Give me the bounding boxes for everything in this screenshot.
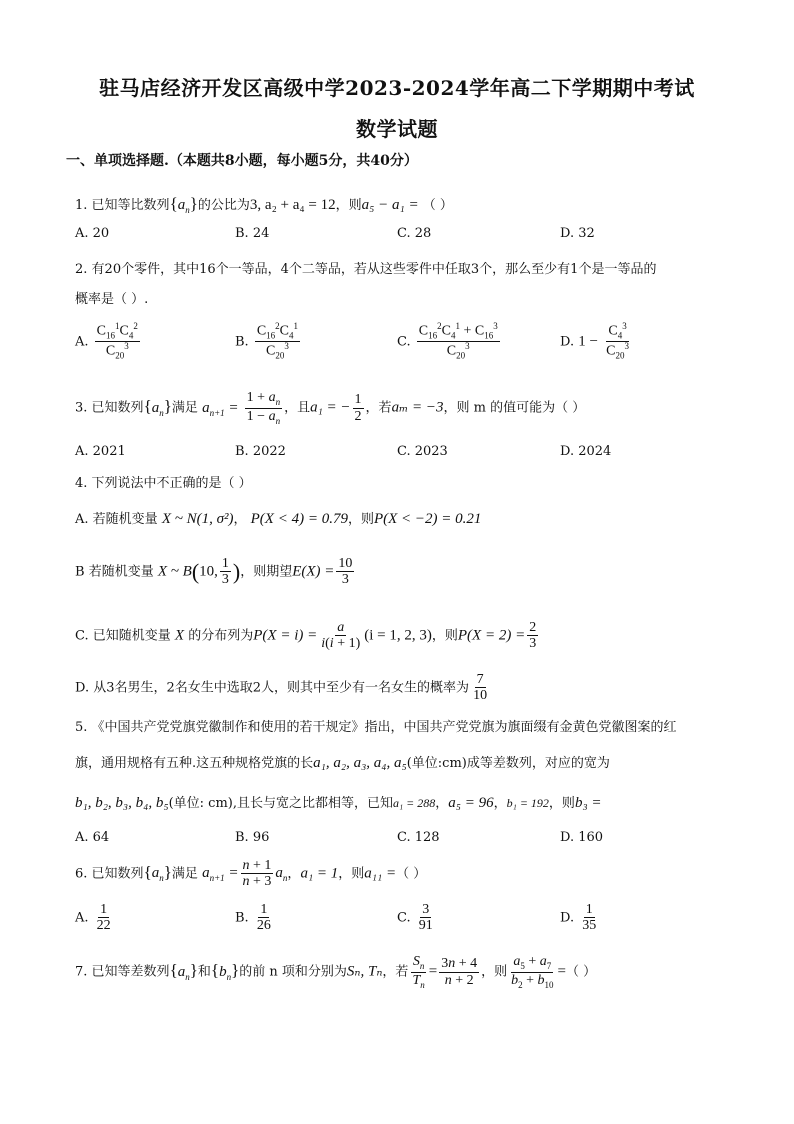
q1-option-b[interactable]: B. 24 [235,226,270,241]
question-2: 2. 有20个零件，其中16个一等品，4个二等品，若从这些零件中任取3个，那么至少有1个是一等品的 [75,262,657,277]
q5-option-d[interactable]: D. 160 [560,830,604,845]
exam-title: 驻马店经济开发区高级中学2023-2024学年高二下学期期中考试 [99,76,695,100]
q2-option-b[interactable]: B. $\frac{C_{16}^2C_4^1}{C_{20}^3}$ [235,321,299,361]
question-1: 1. 已知等比数列$\{a_n\}$的公比为3, a₂ + a₄ = 12，则a₅ − a₁ = （ ） [75,194,453,215]
q3-option-d[interactable]: D. 2024 [560,444,612,459]
q1-option-a[interactable]: A. 20 [75,226,110,241]
question-5-line3: b₁, b₂, b₃, b₄, b₅(单位: cm),且长与宽之比都相等，已知a₁ = 288，a₅ = 96，b₁ = 192，则b₃ = [75,795,602,811]
q1-expression: a₅ − a₁ = [361,197,419,213]
section-heading: 一、单项选择题.（本题共8小题，每小题5分，共40分） [66,153,418,169]
q5-option-c[interactable]: C. 128 [397,830,440,845]
q5-option-b[interactable]: B. 96 [235,830,270,845]
question-5-line2: 旗，通用规格有五种.这五种规格党旗的长a₁, a₂, a₃, a₄, a₅(单位:cm)成等差数列，对应的宽为 [75,755,610,771]
q1-option-d[interactable]: D. 32 [560,226,595,241]
question-2-line2: 概率是（ ）. [75,292,149,307]
question-6: 6. 已知数列$\{a_n\}$满足 $a_{n+1}$ = $\frac{n + 1}{n + 3}$ $a_n$，a₁ = 1，则a₁₁ =（ ） [75,858,427,890]
question-4: 4. 下列说法中不正确的是（ ） [75,476,252,491]
q3-option-a[interactable]: A. 2021 [75,444,126,459]
q4-option-d[interactable]: D. 从3名男生，2名女生中选取2人，则其中至少有一名女生的概率为 $\frac{7}{10}$ [75,672,488,704]
q6-option-d[interactable]: D. $\frac{1}{35}$ [560,902,597,934]
question-5: 5. 《中国共产党党旗党徽制作和使用的若干规定》指出，中国共产党党旗为旗面缀有金黄色党徽图案的红 [75,720,677,735]
q3-option-b[interactable]: B. 2022 [235,444,286,459]
exam-subtitle: 数学试题 [356,117,438,141]
q3-option-c[interactable]: C. 2023 [397,444,448,459]
question-3: 3. 已知数列$\{a_n\}$满足 $a_{n+1}$ = $\frac{1 + a_n}{1 - a_n}$ ，且a₁ = − $\frac{1}{2}$ ，若aₘ = −3，则 m 的值可能为（ ） [75,390,586,426]
question-7: 7. 已知等差数列$\{a_n\}$和$\{b_n\}$的前 n 项和分别为Sₙ, Tₙ，若 $\frac{S_n}{T_n}$ = $\frac{3n + 4}{n + 2}$ ，则 $\frac{a_5 + a_7}{b_2 + b_{10}}$ =（ ） [75,954,597,990]
q4-option-c[interactable]: C. 已知随机变量 X 的分布列为P(X = i) = $\frac{a}{i(i + 1)}$ (i = 1, 2, 3)，则P(X = 2) = $\frac{2}{3}$ [75,620,537,652]
q4-option-b[interactable]: B 若随机变量 X ~ B(10, $\frac{1}{3}$ )，则期望E(X) = $\frac{10}{3}$ [75,556,353,588]
q2-option-c[interactable]: C. $\frac{C_{16}^2C_4^1 + C_{16}^3}{C_{20}^3}$ [397,321,498,361]
q5-option-a[interactable]: A. 64 [75,830,110,845]
q2-option-a[interactable]: A. $\frac{C_{16}^1C_4^2}{C_{20}^3}$ [75,321,138,361]
q6-option-c[interactable]: C. $\frac{3}{91}$ [397,902,433,934]
q1-condition: 3, a₂ + a₄ = 12 [249,197,336,213]
q6-option-b[interactable]: B. $\frac{1}{26}$ [235,902,271,934]
q1-option-c[interactable]: C. 28 [397,226,432,241]
q4-option-a[interactable]: A. 若随机变量 X ~ N(1, σ²)， P(X < 4) = 0.79，则P(X < −2) = 0.21 [75,511,482,527]
q2-option-d[interactable]: D. 1 − $\frac{C_4^3}{C_{20}^3}$ [560,321,629,361]
q6-option-a[interactable]: A. $\frac{1}{22}$ [75,902,111,934]
